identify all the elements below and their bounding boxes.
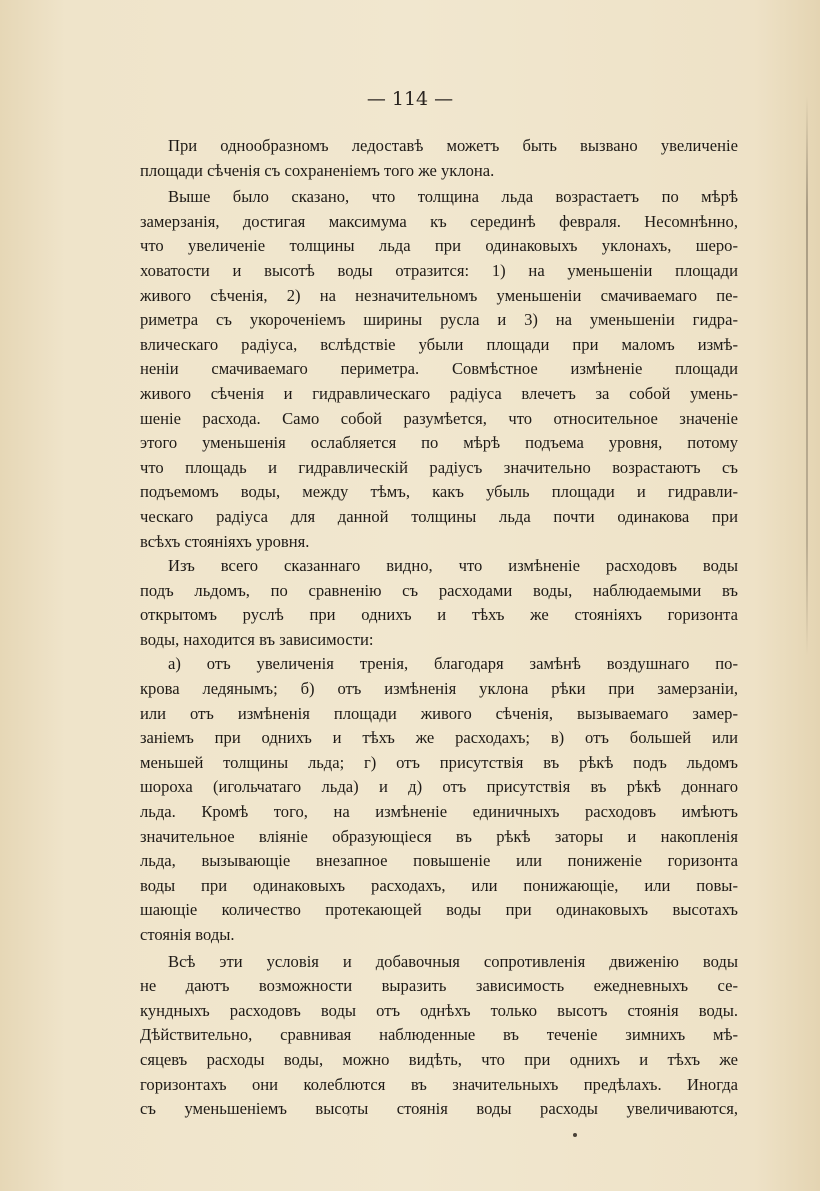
page-number: — 114 —: [366, 88, 454, 110]
text-line: горизонтахъ они колеблются въ значительныхъ предѣлахъ. Иногда: [140, 1074, 738, 1094]
paper-dot: [573, 1133, 577, 1137]
text-line: съ уменьшеніемъ высоты стоянія воды расходы увеличиваются,: [140, 1099, 738, 1119]
text-line: ховатости и высотѣ воды отразится: 1) на уменьшеніи площади: [140, 260, 738, 280]
text-line: меньшей толщины льда; г) отъ присутствія въ рѣкѣ подъ льдомъ: [140, 752, 738, 772]
text-line: площади сѣченія съ сохраненіемъ того же уклона.: [140, 160, 495, 180]
text-line: всѣхъ стояніяхъ уровня.: [140, 531, 310, 551]
text-line: значительное вліяніе образующіеся въ рѣкѣ заторы и накопленія: [140, 826, 738, 846]
text-line: живого сѣченія, 2) на незначительномъ уменьшеніи смачиваемаго пе-: [140, 285, 738, 305]
text-line: кундныхъ расходовъ воды отъ однѣхъ только высотъ стоянія воды.: [140, 1000, 738, 1020]
text-line: что увеличеніе толщины льда при одинаковыхъ уклонахъ, шеро-: [140, 236, 738, 256]
text-line: Дѣйствительно, сравнивая наблюденные въ теченіе зимнихъ мѣ-: [140, 1025, 738, 1045]
text-line: не даютъ возможности выразить зависимость ежедневныхъ се-: [140, 976, 738, 996]
text-line: При однообразномъ ледоставѣ можетъ быть вызвано увеличеніе: [168, 136, 738, 155]
text-line: а) отъ увеличенія тренія, благодаря замѣнѣ воздушнаго по-: [168, 654, 738, 674]
text-line: этого уменьшенія ослабляется по мѣрѣ подъема уровня, потому: [140, 433, 738, 453]
text-line: Всѣ эти условія и добавочныя сопротивленія движенію воды: [168, 951, 738, 971]
page-edge-shadow: [806, 96, 808, 656]
text-line: стоянія воды.: [140, 925, 235, 944]
text-line: Выше было сказано, что толщина льда возрастаетъ по мѣрѣ: [168, 187, 738, 207]
text-line: льда. Кромѣ того, на измѣненіе единичныхъ расходовъ имѣютъ: [140, 802, 738, 822]
text-line: шающіе количество протекающей воды при одинаковыхъ высотахъ: [140, 900, 738, 920]
text-line: воды, находится въ зависимости:: [140, 629, 374, 649]
text-line: воды при одинаковыхъ расходахъ, или понижающіе, или повы-: [140, 875, 738, 895]
text-line: ческаго радіуса для данной толщины льда почти одинакова при: [140, 506, 738, 526]
page-text: [140, 134, 738, 1122]
text-line: шеніе расхода. Само собой разумѣется, что относительное значеніе: [140, 408, 738, 428]
text-line: подъемомъ воды, между тѣмъ, какъ убыль площади и гидравли-: [140, 482, 738, 502]
text-line: подъ льдомъ, по сравненію съ расходами воды, наблюдаемыми въ: [140, 580, 738, 600]
text-line: живого сѣченія и гидравлическаго радіуса влечетъ за собой умень-: [140, 383, 738, 403]
text-line: шороха (игольчатаго льда) и д) отъ присутствія въ рѣкѣ доннаго: [140, 777, 738, 797]
text-line: сяцевъ расходы воды, можно видѣть, что при однихъ и тѣхъ же: [140, 1049, 738, 1069]
text-line: крова ледянымъ; б) отъ измѣненія уклона рѣки при замерзаніи,: [140, 679, 738, 699]
text-line: открытомъ руслѣ при однихъ и тѣхъ же стояніяхъ горизонта: [140, 605, 738, 625]
text-line: или отъ измѣненія площади живого сѣченія, вызываемаго замер-: [140, 703, 738, 723]
text-line: заніемъ при однихъ и тѣхъ же расходахъ; в) отъ большей или: [140, 728, 738, 748]
text-line: влическаго радіуса, вслѣдствіе убыли площади при маломъ измѣ-: [140, 334, 738, 354]
text-line: риметра съ укороченіемъ ширины русла и 3) на уменьшеніи гидра-: [140, 310, 738, 330]
text-line: что площадь и гидравлическій радіусъ значительно возрастаютъ съ: [140, 457, 738, 477]
text-line: льда, вызывающіе внезапное повышеніе или пониженіе горизонта: [140, 851, 738, 871]
text-line: неніи смачиваемаго периметра. Совмѣстное измѣненіе площади: [140, 359, 738, 379]
text-line: Изъ всего сказаннаго видно, что измѣненіе расходовъ воды: [168, 556, 738, 576]
text-line: замерзанія, достигая максимума къ серединѣ февраля. Несомнѣнно,: [140, 211, 738, 231]
